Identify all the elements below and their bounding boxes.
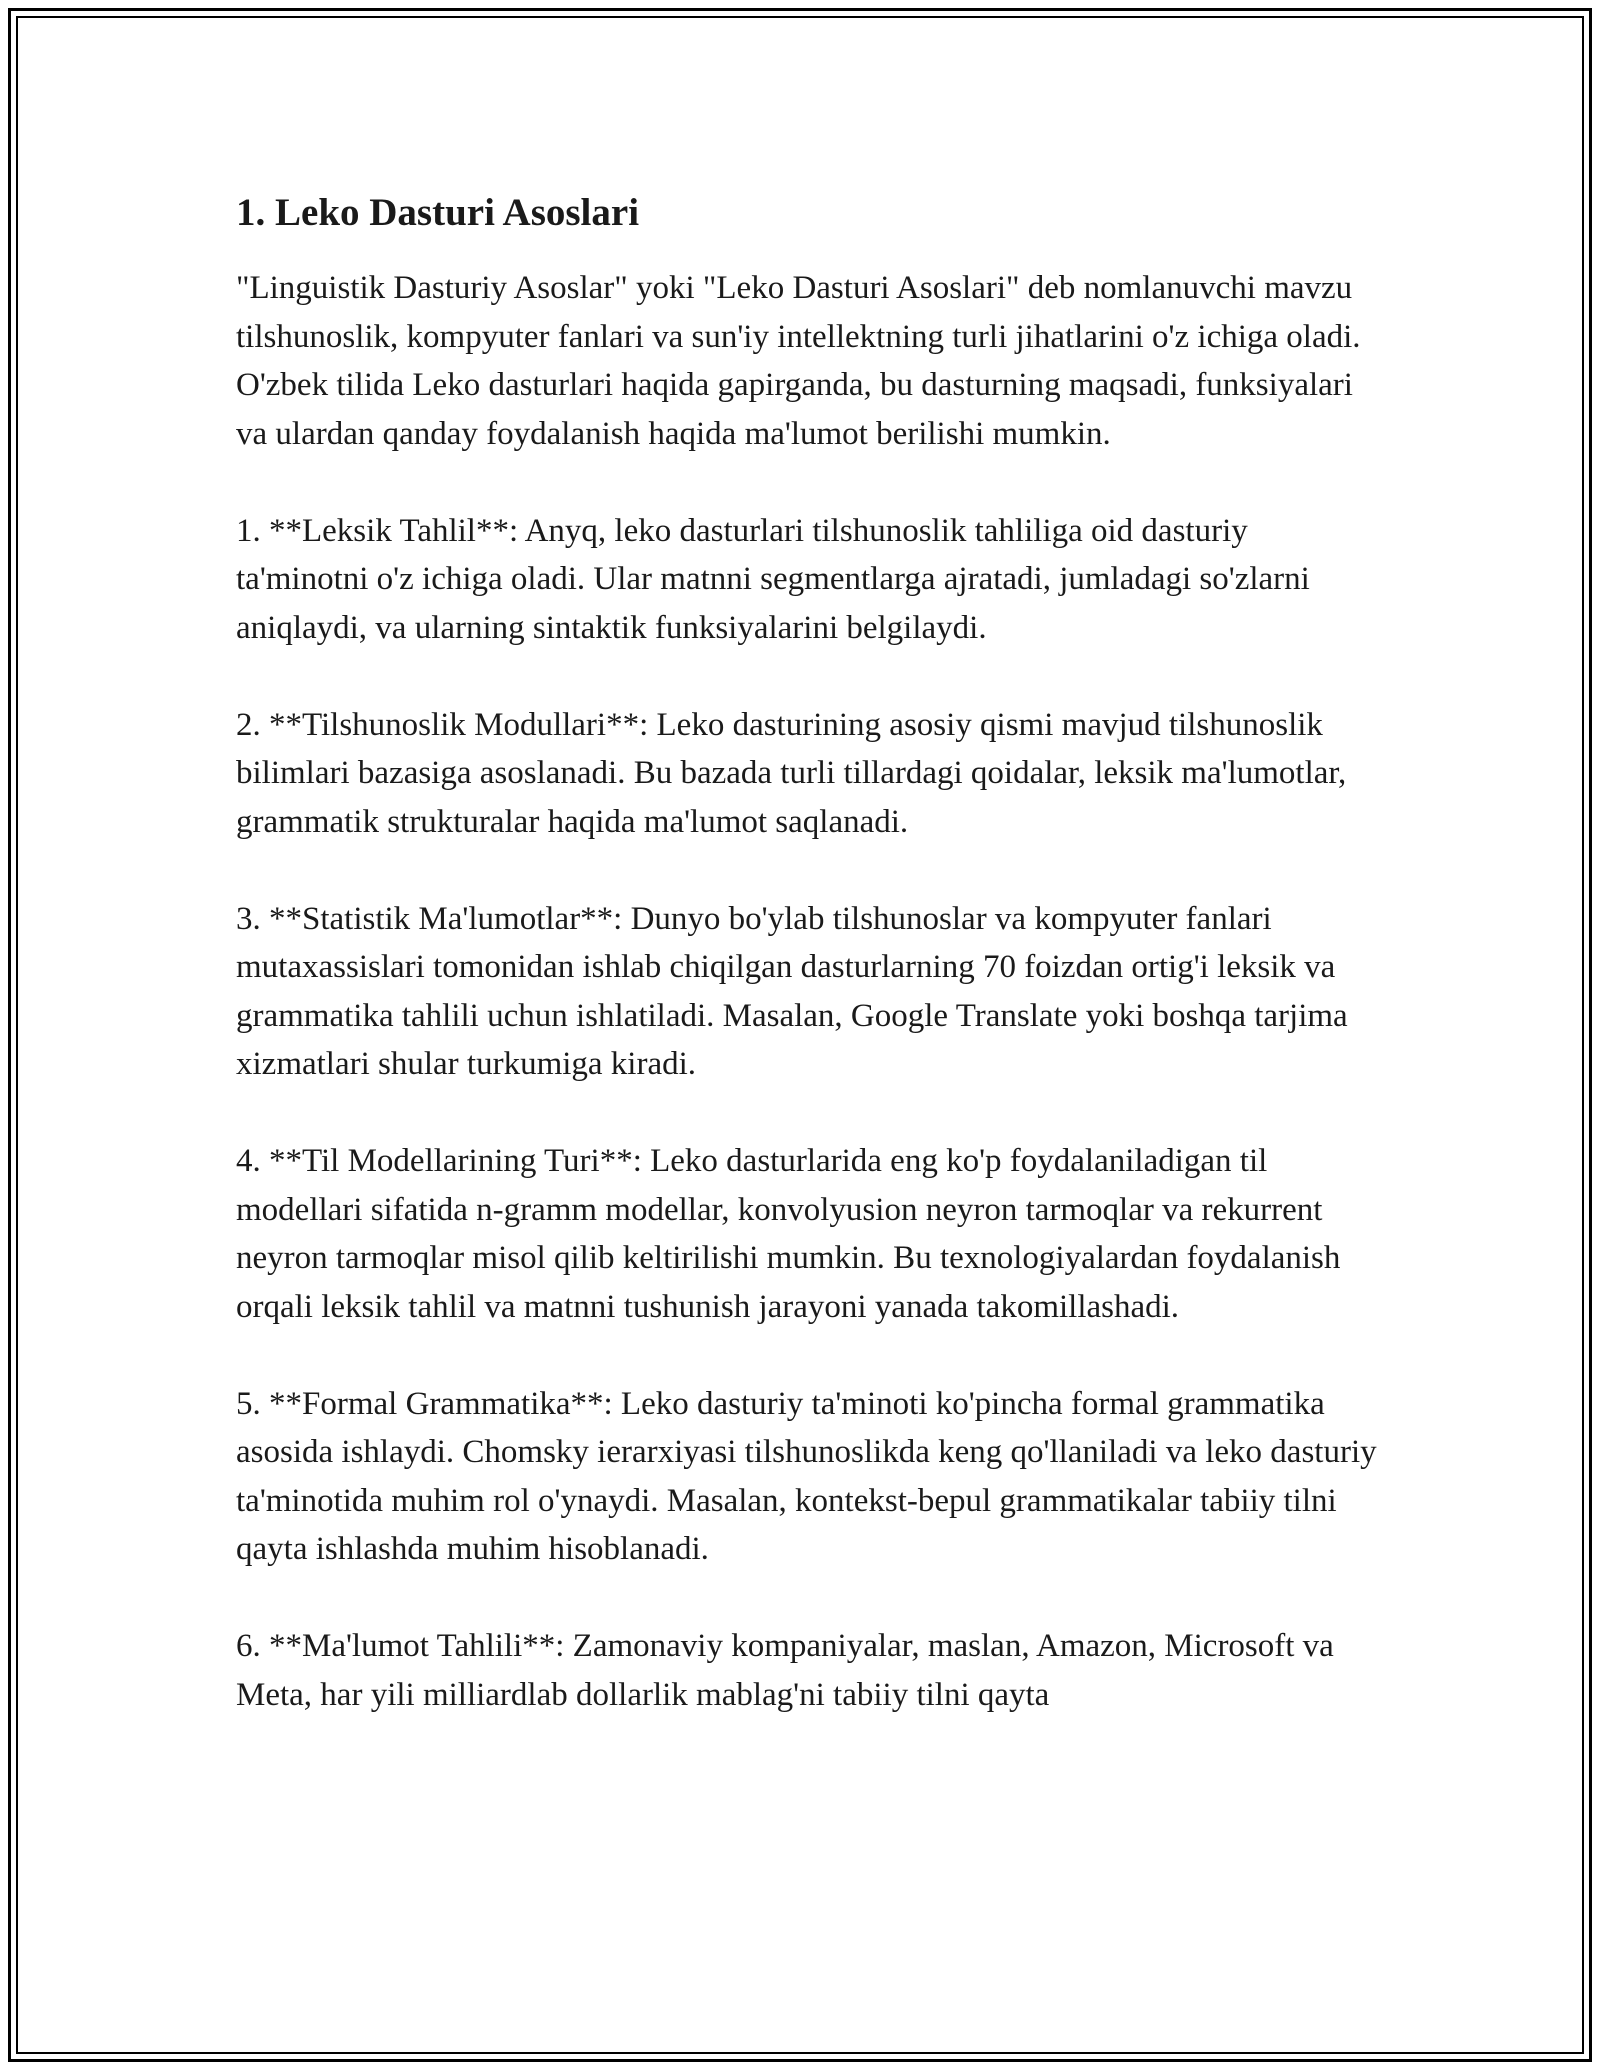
document-title: 1. Leko Dasturi Asoslari [236, 191, 640, 234]
paragraph-statistik-malumotlar: 3. **Statistik Ma'lumotlar**: Dunyo bo'ylab tilshunoslar va kompyuter fanlari mutaxassislari tomonidan ishlab chiqilgan dasturlarning 70 foizdan ortig'i leksik va grammatika tahlili uchun ishlatiladi. Masalan, Google Translate yoki boshqa tarjima xizmatlari shular turkumiga kiradi. [236, 900, 1348, 1082]
paragraph-formal-grammatika: 5. **Formal Grammatika**: Leko dasturiy ta'minoti ko'pincha formal grammatika asosida ishlaydi. Chomsky ierarxiyasi tilshunoslikda keng qo'llaniladi va leko dasturiy ta'minotida muhim rol o'ynaydi. Masalan, kontekst-bepul grammatikalar tabiiy tilni qayta ishlashda muhim hisoblanadi. [236, 1385, 1377, 1567]
paragraph-leksik-tahlil: 1. **Leksik Tahlil**: Anyq, leko dasturlari tilshunoslik tahliliga oid dasturiy ta'minotni o'z ichiga oladi. Ular matnni segmentlarga ajratadi, jumladagi so'zlarni aniqlaydi, va ularning sintaktik funksiyalarini belgilaydi. [236, 512, 1310, 646]
paragraph-malumot-tahlili: 6. **Ma'lumot Tahlili**: Zamonaviy kompaniyalar, maslan, Amazon, Microsoft va Meta, har yili milliardlab dollarlik mablag'ni tabiiy tilni qayta [236, 1628, 1334, 1713]
paragraph-til-modellari: 4. **Til Modellarining Turi**: Leko dasturlarida eng ko'p foydalaniladigan til modellari sifatida n-gramm modellar, konvolyusion neyron tarmoqlar va rekurrent neyron tarmoqlar misol qilib keltirilishi mumkin. Bu texnologiyalardan foydalanish orqali leksik tahlil va matnni tushunish jarayoni yanada takomillashadi. [236, 1143, 1341, 1325]
intro-paragraph: "Linguistik Dasturiy Asoslar" yoki "Leko Dasturi Asoslari" deb nomlanuvchi mavzu tilshunoslik, kompyuter fanlari va sun'iy intellektning turli jihatlarini o'z ichiga oladi. O'zbek tilida Leko dasturlari haqida gapirganda, bu dasturning maqsadi, funksiyalari va ulardan qanday foydalanish haqida ma'lumot berilishi mumkin. [236, 270, 1361, 452]
paragraph-tilshunoslik-modullari: 2. **Tilshunoslik Modullari**: Leko dasturining asosiy qismi mavjud tilshunoslik bilimlari bazasiga asoslanadi. Bu bazada turli tillardagi qoidalar, leksik ma'lumotlar, grammatik strukturalar haqida ma'lumot saqlanadi. [236, 706, 1347, 840]
document-body [236, 186, 1386, 1768]
